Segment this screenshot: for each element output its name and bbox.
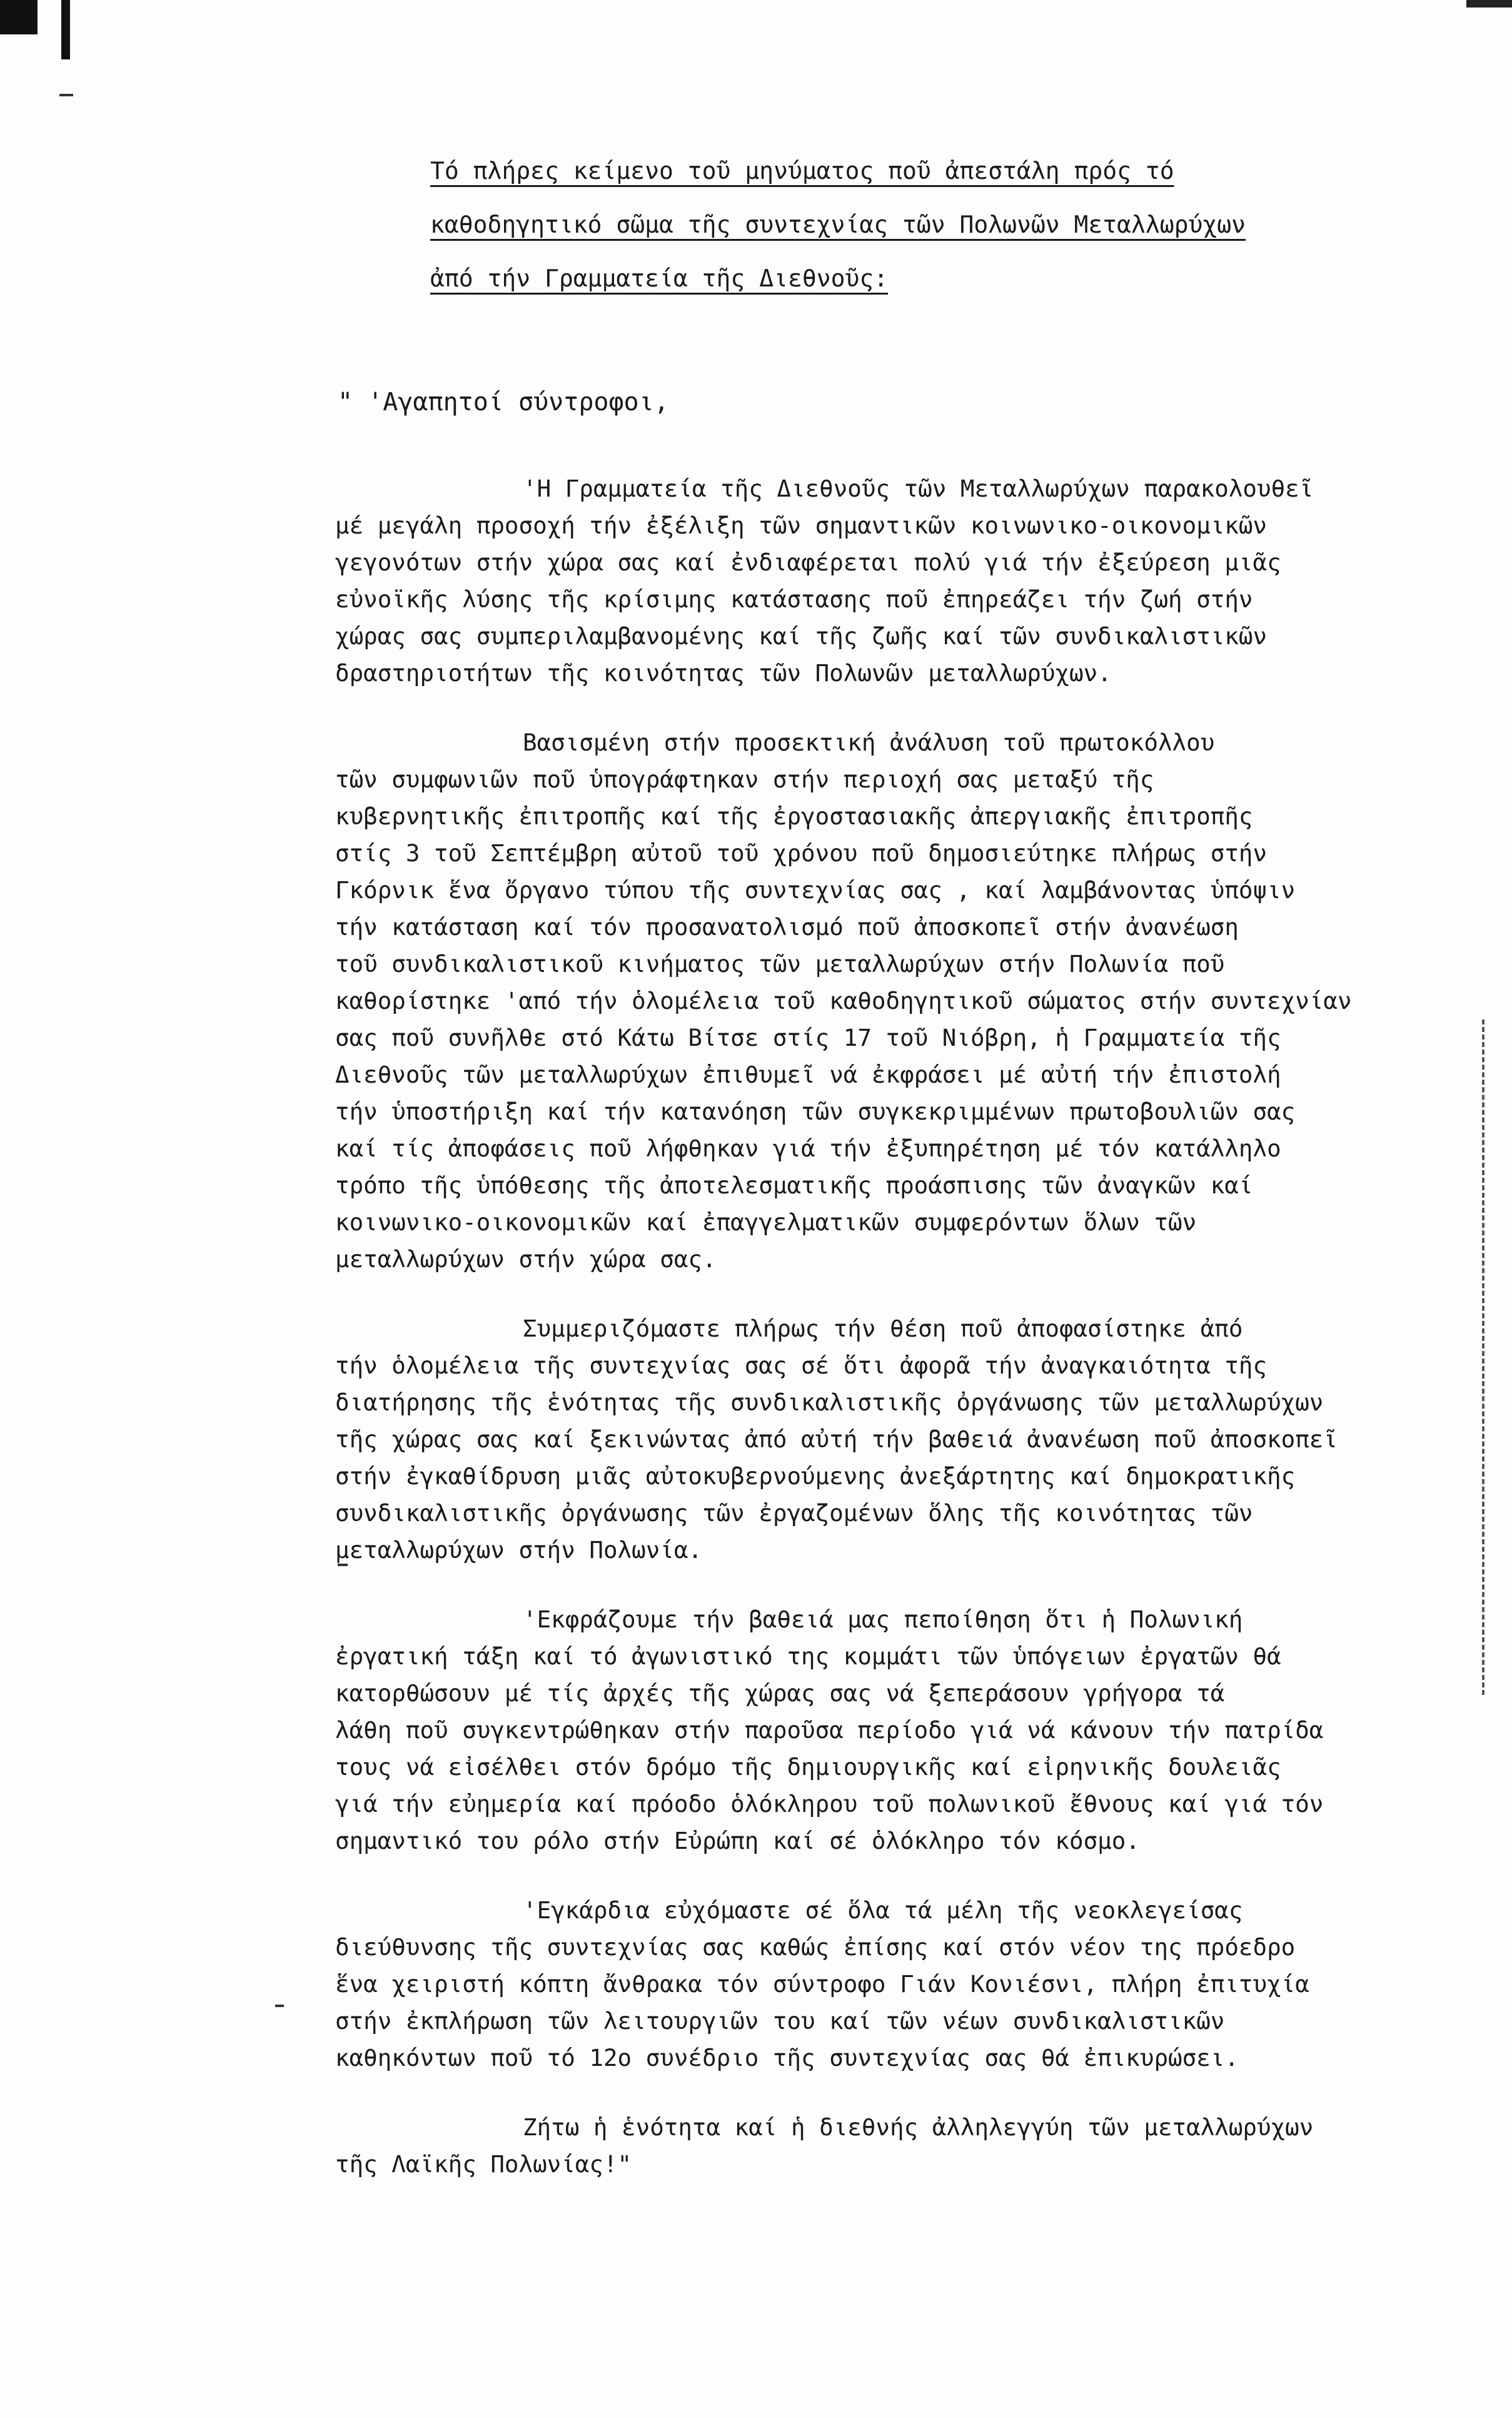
stray-dash-mark [275, 2005, 284, 2007]
text-line: τρόπο τῆς ὑπόθεσης τῆς ἀποτελεσματικῆς προάσπισης τῶν ἀναγκῶν καί [335, 1171, 1253, 1199]
text-line: Συμμεριζόμαστε πλήρως τήν θέση ποῦ ἀποφασίστηκε ἀπό [523, 1315, 1243, 1342]
text-line: μέ μεγάλη προσοχή τήν ἐξέλιξη τῶν σημαντικῶν κοινωνικο-οικονομικῶν [335, 512, 1268, 539]
text-line: στίς 3 τοῦ Σεπτέμβρη αὐτοῦ τοῦ χρόνου ποῦ δημοσιεύτηκε πλήρως στήν [335, 839, 1268, 867]
text-line: εὐνοϊκῆς λύσης τῆς κρίσιμης κατάστασης ποῦ ἐπηρεάζει τήν ζωή στήν [335, 585, 1253, 613]
text-line: Διεθνοῦς τῶν μεταλλωρύχων ἐπιθυμεῖ νά ἐκφράσει μέ αὐτή τήν ἐπιστολή [335, 1061, 1281, 1088]
text-line: καθορίστηκε 'από τήν ὁλομέλεια τοῦ καθοδηγητικοῦ σώματος στήν συντεχνίαν [335, 987, 1352, 1014]
text-line: τήν ὑποστήριξη καί τήν κατανόηση τῶν συγκεκριμμένων πρωτοβουλιῶν σας [335, 1098, 1296, 1125]
text-line: τῆς Λαϊκῆς Πολωνίας!" [335, 2150, 632, 2178]
margin-dashed-line [1482, 1019, 1487, 1695]
text-line: διεύθυνσης τῆς συντεχνίας σας καθώς ἐπίσης καί στόν νέον της πρόεδρο [335, 1933, 1296, 1961]
text-line: 'Η Γραμματεία τῆς Διεθνοῦς τῶν Μεταλλωρύχων παρακολουθεῖ [523, 475, 1314, 502]
scan-corner-mark [0, 0, 38, 34]
text-line: σημαντικό του ρόλο στήν Εὐρώπη καί σέ ὁλόκληρο τόν κόσμο. [335, 1827, 1140, 1854]
text-line: δραστηριοτήτων τῆς κοινότητας τῶν Πολωνῶν μεταλλωρύχων. [335, 659, 1112, 687]
text-line: στήν ἐκπλήρωση τῶν λειτουργιῶν του καί τῶν νέων συνδικαλιστικῶν [335, 2007, 1225, 2035]
text-line: καί τίς ἀποφάσεις ποῦ λήφθηκαν γιά τήν ἐξυπηρέτηση μέ τόν κατάλληλο [335, 1135, 1281, 1162]
letter-body [335, 470, 1473, 2215]
text-line: μεταλλωρύχων στήν χώρα σας. [335, 1245, 717, 1273]
text-line: Ζήτω ἡ ἑνότητα καί ἡ διεθνής ἀλληλεγγύη τῶν μεταλλωρύχων [523, 2113, 1314, 2141]
scan-edge-mark [1466, 0, 1512, 8]
paragraph [335, 2109, 1473, 2183]
text-line: κοινωνικο-οικονομικῶν καί ἐπαγγελματικῶν συμφερόντων ὅλων τῶν [335, 1208, 1197, 1236]
text-line: μεταλλωρύχων στήν Πολωνία. [335, 1536, 702, 1564]
text-line: ἐργατική τάξη καί τό ἀγωνιστικό της κομμάτι τῶν ὑπόγειων ἐργατῶν θά [335, 1642, 1281, 1670]
title-line: Τό πλήρες κείμενο τοῦ μηνύματος ποῦ ἀπεστάλη πρός τό [430, 157, 1174, 185]
text-line: τῶν συμφωνιῶν ποῦ ὑπογράφτηκαν στήν περιοχή σας μεταξύ τῆς [335, 766, 1154, 793]
salutation: " 'Αγαπητοί σύντροφοι, [338, 388, 669, 417]
text-line: συνδικαλιστικῆς ὀργάνωσης τῶν ἐργαζομένων ὅλης τῆς κοινότητας τῶν [335, 1499, 1253, 1527]
text-line: 'Εγκάρδια εὐχόμαστε σέ ὅλα τά μέλη τῆς νεοκλεγείσας [523, 1896, 1243, 1924]
paragraph [335, 1601, 1473, 1859]
text-line: τους νά εἰσέλθει στόν δρόμο τῆς δημιουργικῆς καί εἰρηνικῆς δουλειᾶς [335, 1753, 1281, 1781]
text-line: διατήρησης τῆς ἑνότητας τῆς συνδικαλιστικῆς ὀργάνωσης τῶν μεταλλωρύχων [335, 1389, 1324, 1416]
title-line: ἀπό τήν Γραμματεία τῆς Διεθνοῦς: [430, 265, 889, 292]
text-line: τῆς χώρας σας καί ξεκινώντας ἀπό αὐτή τήν βαθειά ἀνανέωση ποῦ ἀποσκοπεῖ [335, 1425, 1338, 1453]
text-line: σας ποῦ συνῆλθε στό Κάτω Βίτσε στίς 17 τοῦ Νιόβρη, ἡ Γραμματεία τῆς [335, 1024, 1281, 1051]
text-line: κυβερνητικῆς ἐπιτροπῆς καί τῆς ἐργοστασιακῆς ἀπεργιακῆς ἐπιτροπῆς [335, 802, 1253, 830]
text-line: καθηκόντων ποῦ τό 12ο συνέδριο τῆς συντεχνίας σας θά ἐπικυρώσει. [335, 2044, 1239, 2071]
text-line: Γκόρνικ ἕνα ὄργανο τύπου τῆς συντεχνίας σας , καί λαμβάνοντας ὑπόψιν [335, 876, 1296, 904]
text-line: κατορθώσουν μέ τίς ἀρχές τῆς χώρας σας νά ξεπεράσουν γρήγορα τά [335, 1679, 1225, 1707]
text-line: ἕνα χειριστή κόπτη ἄνθρακα τόν σύντροφο Γιάν Κονιέσνι, πλήρη ἐπιτυχία [335, 1970, 1309, 1998]
text-line: λάθη ποῦ συγκεντρώθηκαν στήν παροῦσα περίοδο γιά νά κάνουν τήν πατρίδα [335, 1716, 1324, 1744]
text-line: 'Εκφράζουμε τήν βαθειά μας πεποίθηση ὅτι ἡ Πολωνική [523, 1606, 1243, 1633]
paragraph [335, 1892, 1473, 2077]
paragraph [335, 470, 1473, 692]
text-line: τοῦ συνδικαλιστικοῦ κινήματος τῶν μεταλλωρύχων στήν Πολωνία ποῦ [335, 950, 1225, 978]
text-line: στήν ἐγκαθίδρυση μιᾶς αὐτοκυβερνούμενης ἀνεξάρτητης καί δημοκρατικῆς [335, 1462, 1296, 1490]
text-line: τήν κατάσταση καί τόν προσανατολισμό ποῦ ἀποσκοπεῖ στήν ἀνανέωση [335, 913, 1239, 941]
title-line: καθοδηγητικό σῶμα τῆς συντεχνίας τῶν Πολωνῶν Μεταλλωρύχων [430, 211, 1246, 238]
text-line: γεγονότων στήν χώρα σας καί ἐνδιαφέρεται πολύ γιά τήν ἐξεύρεση μιᾶς [335, 549, 1281, 576]
text-line: χώρας σας συμπεριλαμβανομένης καί τῆς ζωῆς καί τῶν συνδικαλιστικῶν [335, 622, 1268, 650]
paragraph [335, 724, 1473, 1278]
document-title [430, 144, 1406, 305]
text-line: γιά τήν εὐημερία καί πρόοδο ὁλόκληρου τοῦ πολωνικοῦ ἔθνους καί γιά τόν [335, 1790, 1324, 1818]
text-line: Βασισμένη στήν προσεκτική ἀνάλυση τοῦ πρωτοκόλλου [523, 729, 1215, 756]
scan-corner-stub [61, 0, 70, 59]
text-line: τήν ὁλομέλεια τῆς συντεχνίας σας σέ ὅτι ἀφορᾶ τήν ἀναγκαιότητα τῆς [335, 1352, 1268, 1379]
stray-dash-mark [59, 94, 73, 96]
paragraph [335, 1310, 1473, 1569]
